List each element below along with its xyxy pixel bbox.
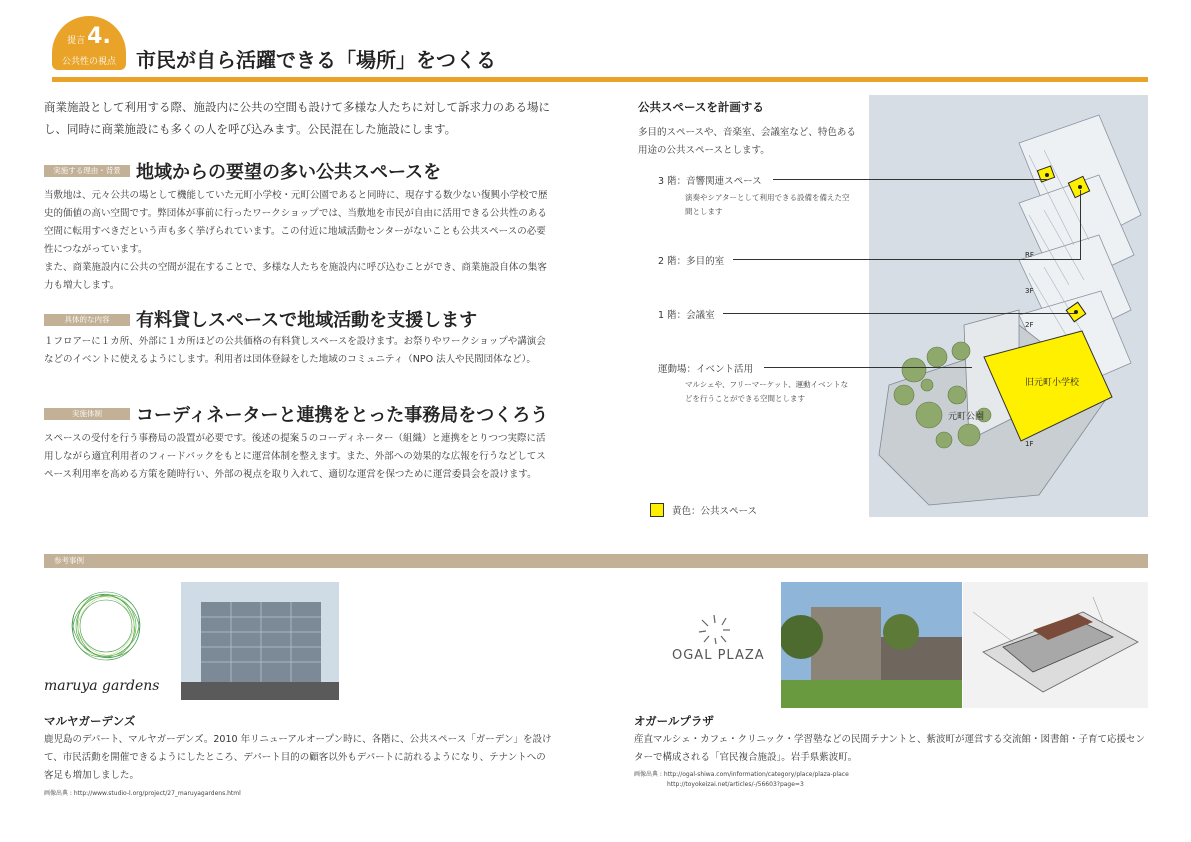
section-heading-content: 有料貸しスペースで地域活動を支援します — [136, 310, 478, 331]
section-body-structure: スペースの受付を行う事務局の設置が必要です。後述の提案５のコーディネーター（組織）と連携をとりつつ実際に活用しながら適宜利用者のフィードバックをもとに運営体制を整えます。また、外部への効果的な広報を行うなどしてスペース利用率を高める方策を随時行い、外部の視点を取り入れて、適切な運営を保つために運営委員会を設けます。 — [44, 433, 546, 480]
section-tag-reason: 実施する理由・背景 — [44, 165, 130, 177]
maruya-source: 画像出典 : http://www.studio-l.org/project/27_maruyagardens.html — [44, 790, 241, 797]
building-plan-illustration — [869, 95, 1148, 517]
header-rule — [52, 77, 1148, 82]
section-body-reason-2: また、商業施設内に公共の空間が混在することで、多様な人たちを施設内に呼び込むことができ、商業施設自体の集客力も増大します。 — [44, 262, 547, 291]
legend-text: 黄色：公共スペース — [672, 506, 758, 517]
ogal-title: オガールプラザ — [634, 714, 714, 728]
section-tag-structure: 実施体制 — [44, 408, 130, 420]
ogal-body: 産直マルシェ・カフェ・クリニック・学習塾などの民間テナントと、紫波町が運営する交流館・図書館・子育て応援センターで構成される「官民複合施設」。岩手県紫波町。 — [634, 734, 1146, 763]
section-heading-structure: コーディネーターと連携をとった事務局をつくろう — [136, 405, 549, 426]
park-label: 元町公園 — [948, 412, 985, 422]
page-title: 市民が自ら活躍できる「場所」をつくる — [136, 48, 496, 72]
maruya-title: マルヤガーデンズ — [44, 714, 136, 728]
maruya-building-photo — [181, 582, 339, 700]
badge-sub: 公共性の視点 — [61, 57, 116, 67]
section-body-content: １フロアーに１カ所、外部に１カ所ほどの公共価格の有料貸しスペースを設けます。お祭りやワークショップや講演会などのイベントに使えるようにします。利用者は団体登録をした地域のコミュニティ（NPO 法人や民間団体など）。 — [44, 336, 546, 365]
badge-prefix: 提言 — [67, 36, 86, 46]
reference-bar-label: 参考事例 — [54, 556, 84, 565]
maruya-gardens-logo — [44, 584, 176, 700]
callout-ground-sub: マルシェや、フリーマーケット、運動イベントなどを行うことができる空間とします — [685, 380, 849, 403]
maruya-body: 鹿児島のデパート、マルヤガーデンズ。2010 年リニューアルオープン時に、各階に、公共スペース「ガーデン」を設けて、市民活動を開催できるようにしたところ、デパート目的の顧客以外もデパートに訪れるようになり、テナントへの客足も増加しました。 — [44, 734, 552, 781]
floor-mark-rf: RF — [1025, 251, 1034, 259]
ogal-logo-text: OGAL PLAZA — [672, 648, 765, 663]
callout-ground-line — [764, 367, 972, 368]
proposal-badge — [52, 16, 126, 70]
intro-text: 商業施設として利用する際、施設内に公共の空間も設けて多様な人たちに対して訴求力のある場にし、同時に商業施設にも多くの人を呼び込みます。公民混在した施設にします。 — [44, 100, 550, 136]
floor-mark-1f: 1F — [1025, 440, 1034, 448]
building-plan-drawing — [869, 95, 1148, 517]
floor-mark-2f: 2F — [1025, 321, 1034, 329]
callout-3f-sub: 演奏やシアターとして利用できる設備を備えた空間とします — [685, 193, 850, 216]
ogal-plaza-photo — [781, 582, 962, 708]
ogal-plaza-logo — [672, 610, 765, 670]
callout-1f-line — [723, 313, 1077, 314]
diagram-title: 公共スペースを計画する — [638, 100, 764, 114]
reference-bar — [44, 554, 1148, 568]
school-label: 旧元町小学校 — [1025, 378, 1080, 388]
maruya-logo-text: maruya gardens — [44, 678, 160, 694]
ogal-source-1: 画像出典 : http://ogal-shiwa.com/information/category/place/plaza-place — [634, 771, 849, 778]
callout-ground-label: 運動場：イベント活用 — [658, 364, 754, 375]
floor-mark-3f: 3F — [1025, 287, 1034, 295]
ogal-plaza-drawing — [963, 582, 1148, 708]
legend-swatch — [650, 503, 664, 517]
ogal-source-2: http://toyokeizai.net/articles/-/56603?page=3 — [667, 781, 804, 788]
sunburst-icon — [672, 610, 762, 646]
diagram-desc: 多目的スペースや、音楽室、会議室など、特色ある用途の公共スペースとします。 — [638, 127, 856, 156]
callout-3f-line — [773, 179, 1047, 180]
section-heading-reason: 地域からの要望の多い公共スペースを — [136, 162, 442, 183]
callout-1f-label: 1 階：会議室 — [658, 310, 715, 321]
callout-3f-vline — [1080, 190, 1081, 259]
callout-3f-label: 3 階：音響関連スペース — [658, 176, 762, 187]
section-tag-content: 具体的な内容 — [44, 314, 130, 326]
badge-number: 4. — [87, 24, 111, 49]
section-body-reason: 当敷地は、元々公共の場として機能していた元町小学校・元町公園であると同時に、現存する数少ない復興小学校で歴史的価値の高い空間です。弊団体が事前に行ったワークショップでは、当敷地を市民が自由に活用できる公共性のある空間に転用すべきだという声も多く挙げられています。この付近に地域活動センターがないことも公共スペースの必要性につながっています。 — [44, 190, 548, 255]
callout-2f-label: 2 階：多目的室 — [658, 256, 725, 267]
callout-2f-line — [733, 259, 1081, 260]
